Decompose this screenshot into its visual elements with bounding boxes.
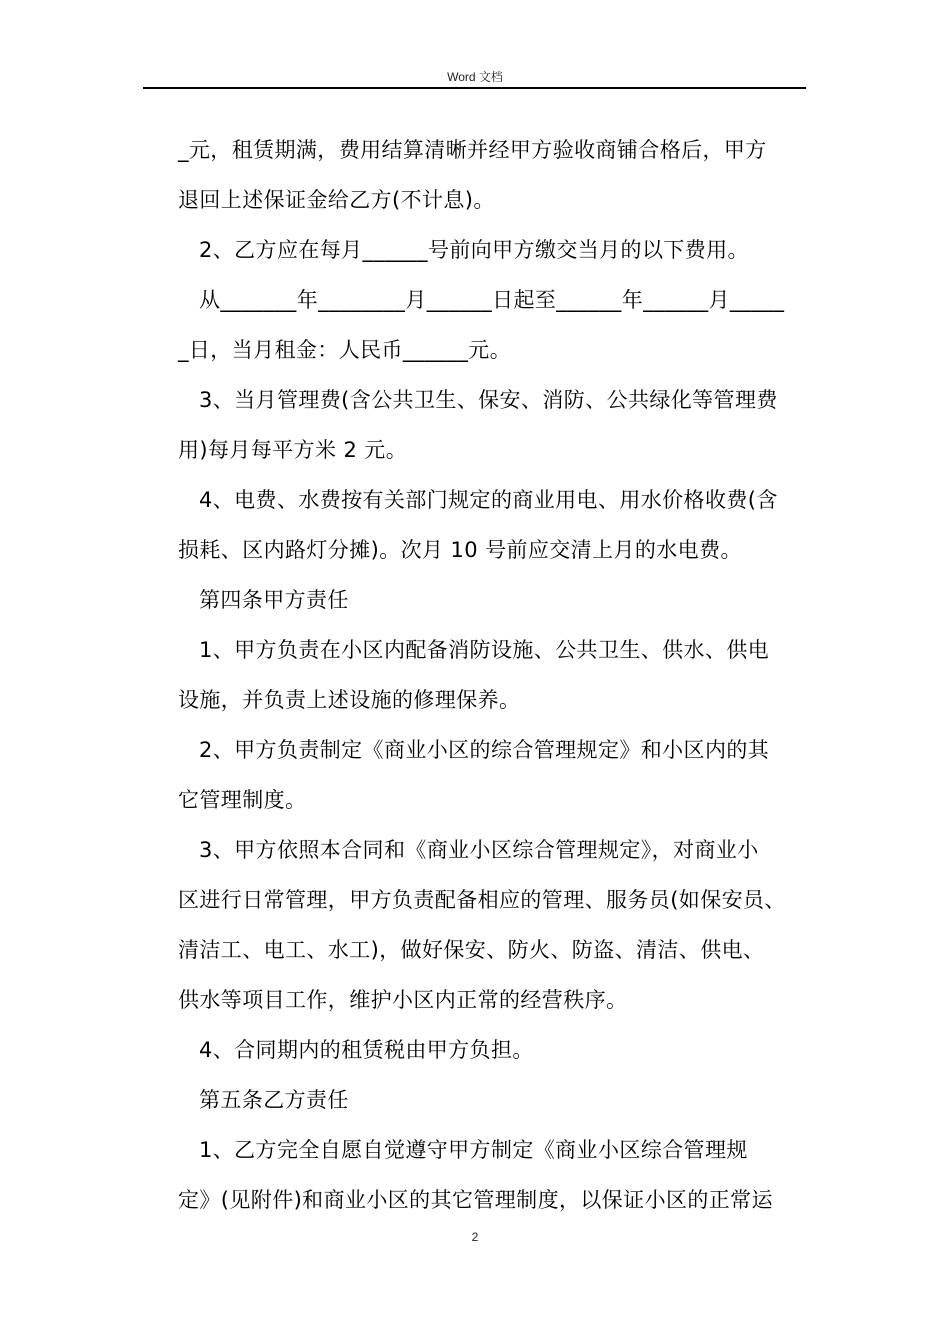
section-heading: 第四条甲方责任 xyxy=(199,588,349,612)
text-line: 1、乙方完全自愿自觉遵守甲方制定《商业小区综合管理规 xyxy=(199,1138,748,1162)
text-line: 清洁工、电工、水工)，做好保安、防火、防盗、清洁、供电、 xyxy=(178,938,765,962)
text-line: 损耗、区内路灯分摊)。次月 10 号前应交清上月的水电费。 xyxy=(178,538,742,562)
text-line: _日，当月租金：人民币______元。 xyxy=(178,338,512,362)
text-line: _元，租赁期满，费用结算清晰并经甲方验收商铺合格后，甲方 xyxy=(178,138,767,162)
text-line: 1、甲方负责在小区内配备消防设施、公共卫生、供水、供电 xyxy=(199,638,770,662)
text-line: 供水等项目工作，维护小区内正常的经营秩序。 xyxy=(178,988,628,1012)
text-line: 它管理制度。 xyxy=(178,788,307,812)
text-line: 4、合同期内的租赁税由甲方负担。 xyxy=(199,1038,534,1062)
text-line: 用)每月每平方米 2 元。 xyxy=(178,438,408,462)
text-line: 4、电费、水费按有关部门规定的商业用电、用水价格收费(含 xyxy=(199,488,778,512)
text-line: 3、当月管理费(含公共卫生、保安、消防、公共绿化等管理费 xyxy=(199,388,778,412)
text-line: 退回上述保证金给乙方(不计息)。 xyxy=(178,188,495,212)
page-number: 2 xyxy=(471,1230,479,1244)
text-line: 从_______年________月______日起至______年______月_____ xyxy=(199,288,785,312)
text-line: 3、甲方依照本合同和《商业小区综合管理规定》，对商业小 xyxy=(199,838,759,862)
text-line: 设施，并负责上述设施的修理保养。 xyxy=(178,688,521,712)
text-line: 2、乙方应在每月______号前向甲方缴交当月的以下费用。 xyxy=(199,238,749,262)
text-line: 2、甲方负责制定《商业小区的综合管理规定》和小区内的其 xyxy=(199,738,770,762)
document-body xyxy=(178,128,808,1228)
text-line: 区进行日常管理，甲方负责配备相应的管理、服务员(如保安员、 xyxy=(178,888,786,912)
page-header: Word 文档 xyxy=(447,70,503,84)
header-divider xyxy=(143,87,806,89)
section-heading: 第五条乙方责任 xyxy=(199,1088,349,1112)
text-line: 定》(见附件)和商业小区的其它管理制度，以保证小区的正常运 xyxy=(178,1188,773,1212)
